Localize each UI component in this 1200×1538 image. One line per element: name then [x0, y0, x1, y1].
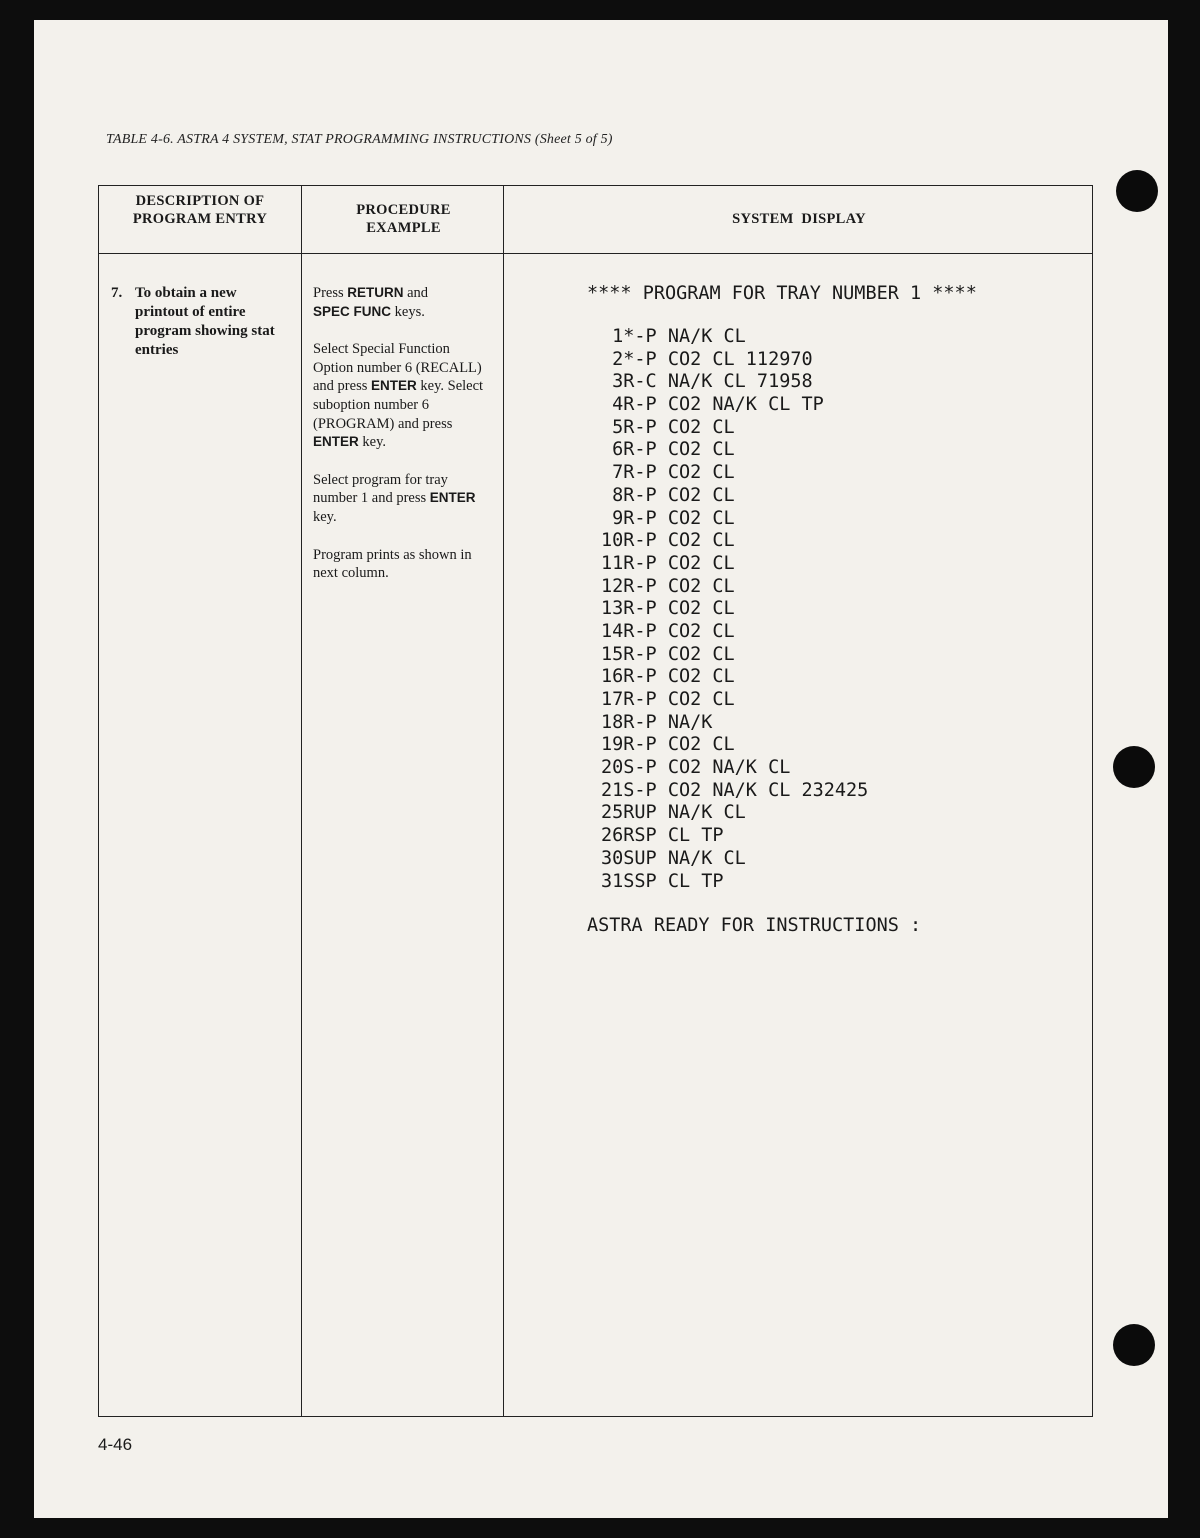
- procedure-text: Press: [313, 285, 348, 301]
- display-line: 30SUP NA/K CL: [601, 847, 746, 869]
- enter-key-label: ENTER: [429, 490, 476, 506]
- procedure-text: Select Special Function Option number 6 (RECALL) and press: [313, 341, 482, 395]
- display-line: 20S-P CO2 NA/K CL: [601, 757, 791, 779]
- display-title: **** PROGRAM FOR TRAY NUMBER 1 ****: [587, 283, 977, 304]
- display-line: 1*-P NA/K CL: [601, 326, 746, 347]
- row-description-text: To obtain a new printout of entire program showing stat entries: [135, 285, 275, 358]
- display-line: 26RSP CL TP: [601, 825, 724, 847]
- display-line: 9R-P CO2 CL: [601, 507, 735, 529]
- procedure-text: key.: [358, 434, 387, 451]
- display-line: 18R-P NA/K: [601, 711, 713, 733]
- display-line: 10R-P CO2 CL: [601, 530, 735, 552]
- display-ready-prompt: ASTRA READY FOR INSTRUCTIONS :: [587, 915, 922, 937]
- column-divider: [301, 186, 302, 1416]
- procedure-text: and: [403, 285, 429, 301]
- row-description: [111, 284, 286, 360]
- procedure-step-2: [313, 340, 493, 452]
- binder-hole-bottom: [1113, 1324, 1155, 1366]
- display-line: 4R-P CO2 NA/K CL TP: [601, 394, 824, 416]
- column-divider: [503, 186, 504, 1416]
- display-line: 31SSP CL TP: [601, 870, 724, 892]
- procedure-step-1: [313, 284, 493, 321]
- display-line: 17R-P CO2 CL: [601, 689, 735, 710]
- system-display: [587, 282, 1067, 938]
- display-program-lines: [601, 326, 1067, 893]
- display-line: 11R-P CO2 CL: [601, 552, 735, 574]
- enter-key-label: ENTER: [313, 434, 359, 450]
- display-line: 8R-P CO2 CL: [601, 484, 735, 506]
- procedure-step-4: Program prints as shown in next column.: [313, 546, 472, 582]
- display-line: 6R-P CO2 CL: [601, 439, 735, 461]
- display-line: 2*-P CO2 CL 112970: [601, 348, 813, 370]
- header-procedure: PROCEDURE EXAMPLE: [356, 202, 451, 236]
- instructions-table: [98, 185, 1093, 1417]
- procedure-text: keys.: [391, 303, 425, 320]
- header-description: DESCRIPTION OF PROGRAM ENTRY: [132, 193, 268, 227]
- header-system-display: SYSTEM DISPLAY: [732, 211, 866, 227]
- display-line: 7R-P CO2 CL: [601, 462, 735, 484]
- spec-func-key-label: SPEC FUNC: [313, 303, 392, 319]
- display-line: 13R-P CO2 CL: [601, 598, 735, 620]
- binder-hole-middle: [1113, 746, 1155, 788]
- display-line: 21S-P CO2 NA/K CL 232425: [601, 779, 869, 801]
- display-line: 16R-P CO2 CL: [601, 666, 735, 688]
- procedure-text: key.: [313, 508, 337, 525]
- display-line: 19R-P CO2 CL: [601, 734, 735, 756]
- display-line: 5R-P CO2 CL: [601, 416, 735, 438]
- return-key-label: RETURN: [347, 285, 404, 300]
- binder-hole-top: [1116, 170, 1158, 212]
- display-line: 3R-C NA/K CL 71958: [601, 371, 813, 393]
- display-line: 12R-P CO2 CL: [601, 575, 735, 597]
- page-number: 4-46: [98, 1435, 133, 1454]
- display-line: 25RUP NA/K CL: [601, 802, 746, 824]
- header-divider: [99, 253, 1092, 254]
- enter-key-label: ENTER: [371, 378, 417, 394]
- procedure-step-3: [313, 471, 493, 527]
- row-number: 7.: [111, 285, 123, 301]
- row-procedure: [313, 284, 493, 602]
- procedure-text: key. Select suboption number 6 (PROGRAM) and press: [313, 378, 484, 432]
- table-caption: TABLE 4-6. ASTRA 4 SYSTEM, STAT PROGRAMMING INSTRUCTIONS (Sheet 5 of 5): [106, 132, 613, 147]
- procedure-text: Select program for tray number 1 and press: [313, 471, 448, 507]
- display-line: 15R-P CO2 CL: [601, 643, 735, 665]
- display-line: 14R-P CO2 CL: [601, 620, 735, 642]
